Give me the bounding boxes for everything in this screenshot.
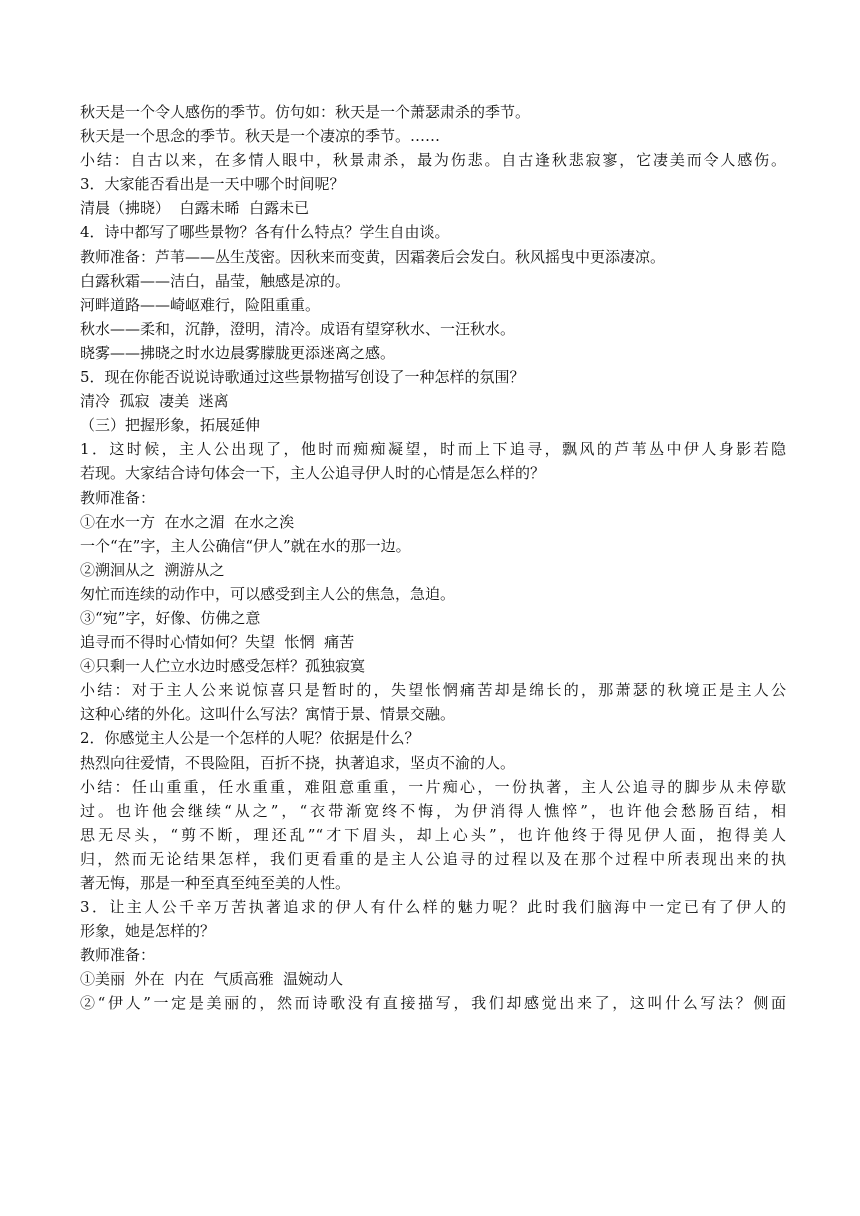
summary-line: 小结：任山重重，任水重重，难阻意重重，一片痴心，一份执著，主人公追寻的脚步从未停歇 (80, 777, 786, 796)
text-line: 一个“在”字，主人公确信“伊人”就在水的那一边。 (80, 536, 411, 555)
list-item: ④只剩一人伫立水边时感受怎样？孤独寂寞 (80, 657, 366, 676)
list-item: ②溯洄从之 溯游从之 (80, 560, 225, 579)
answer-line: 清晨（拂晓） 白露未晞 白露未已 (80, 199, 310, 218)
answer-line: 热烈向往爱情，不畏险阻，百折不挠，执著追求，坚贞不渝的人。 (80, 753, 516, 772)
list-item: ①在水一方 在水之湄 在水之涘 (80, 512, 295, 531)
summary-line-cont: 思无尽头，“剪不断，理还乱”“才下眉头，却上心头”，也许他终于得见伊人面，抱得美人 (80, 825, 786, 844)
question-4: 4．诗中都写了哪些景物？各有什么特点？学生自由谈。 (80, 223, 450, 242)
list-item: ②“伊人”一定是美丽的，然而诗歌没有直接描写，我们却感觉出来了，这叫什么写法？侧面 (80, 994, 786, 1013)
scenery-item: 白露秋霜——洁白，晶莹，触感是凉的。 (80, 271, 351, 290)
question-1: 1．这时候，主人公出现了，他时而痴痴凝望，时而上下追寻，飘风的芦苇丛中伊人身影若隐 (80, 440, 786, 459)
teacher-prep-label: 教师准备： (80, 488, 156, 507)
scenery-item: 秋水——柔和，沉静，澄明，清冷。成语有望穿秋水、一汪秋水。 (80, 319, 516, 338)
summary-line-cont: 过。也许他会继续“从之”，“衣带渐宽终不悔，为伊消得人憔悴”，也许他会愁肠百结，相 (80, 801, 786, 820)
section-heading: （三）把握形象，拓展延伸 (80, 416, 261, 435)
summary-line: 小结：自古以来，在多情人眼中，秋景肃杀，最为伤悲。自古逢秋悲寂寥，它凄美而令人感伤。 (80, 151, 786, 170)
question-3: 3．大家能否看出是一天中哪个时间呢？ (80, 175, 345, 194)
question-3b-cont: 形象，她是怎样的？ (80, 922, 216, 941)
answer-line: 清冷 孤寂 凄美 迷离 (80, 392, 229, 411)
text-line: 追寻而不得时心情如何？失望 怅惘 痛苦 (80, 633, 355, 652)
scenery-item: 晓雾——拂晓之时水边晨雾朦胧更添迷离之感。 (80, 343, 396, 362)
scenery-item: 河畔道路——崎岖难行，险阻重重。 (80, 295, 321, 314)
summary-line-cont: 归，然而无论结果怎样，我们更看重的是主人公追寻的过程以及在那个过程中所表现出来的执 (80, 849, 786, 868)
text-line: 秋天是一个令人感伤的季节。仿句如：秋天是一个萧瑟肃杀的季节。 (80, 103, 531, 121)
summary-line-cont: 这种心绪的外化。这叫什么写法？寓情于景、情景交融。 (80, 705, 456, 724)
teacher-prep-label: 教师准备： (80, 946, 156, 965)
question-1-cont: 若现。大家结合诗句体会一下，主人公追寻伊人时的心情是怎么样的？ (80, 464, 546, 483)
text-line: 秋天是一个思念的季节。秋天是一个凄凉的季节。…… (80, 127, 441, 146)
teacher-prep-line: 教师准备：芦苇——丛生茂密。因秋来而变黄，因霜袭后会发白。秋风摇曳中更添凄凉。 (80, 247, 666, 266)
summary-line: 小结：对于主人公来说惊喜只是暂时的，失望怅惘痛苦却是绵长的，那萧瑟的秋境正是主人公 (80, 681, 786, 700)
list-item: ①美丽 外在 内在 气质高雅 温婉动人 (80, 970, 344, 989)
document-body (80, 100, 786, 1016)
summary-line-cont: 著无悔，那是一种至真至纯至美的人性。 (80, 874, 351, 892)
question-3b: 3．让主人公千辛万苦执著追求的伊人有什么样的魅力呢？此时我们脑海中一定已有了伊人的 (80, 898, 786, 917)
list-item: ③“宛”字，好像、仿佛之意 (80, 608, 261, 627)
text-line: 匆忙而连续的动作中，可以感受到主人公的焦急，急迫。 (80, 584, 456, 603)
question-2: 2．你感觉主人公是一个怎样的人呢？依据是什么？ (80, 729, 420, 748)
question-5: 5．现在你能否说说诗歌通过这些景物描写创设了一种怎样的氛围？ (80, 368, 525, 387)
